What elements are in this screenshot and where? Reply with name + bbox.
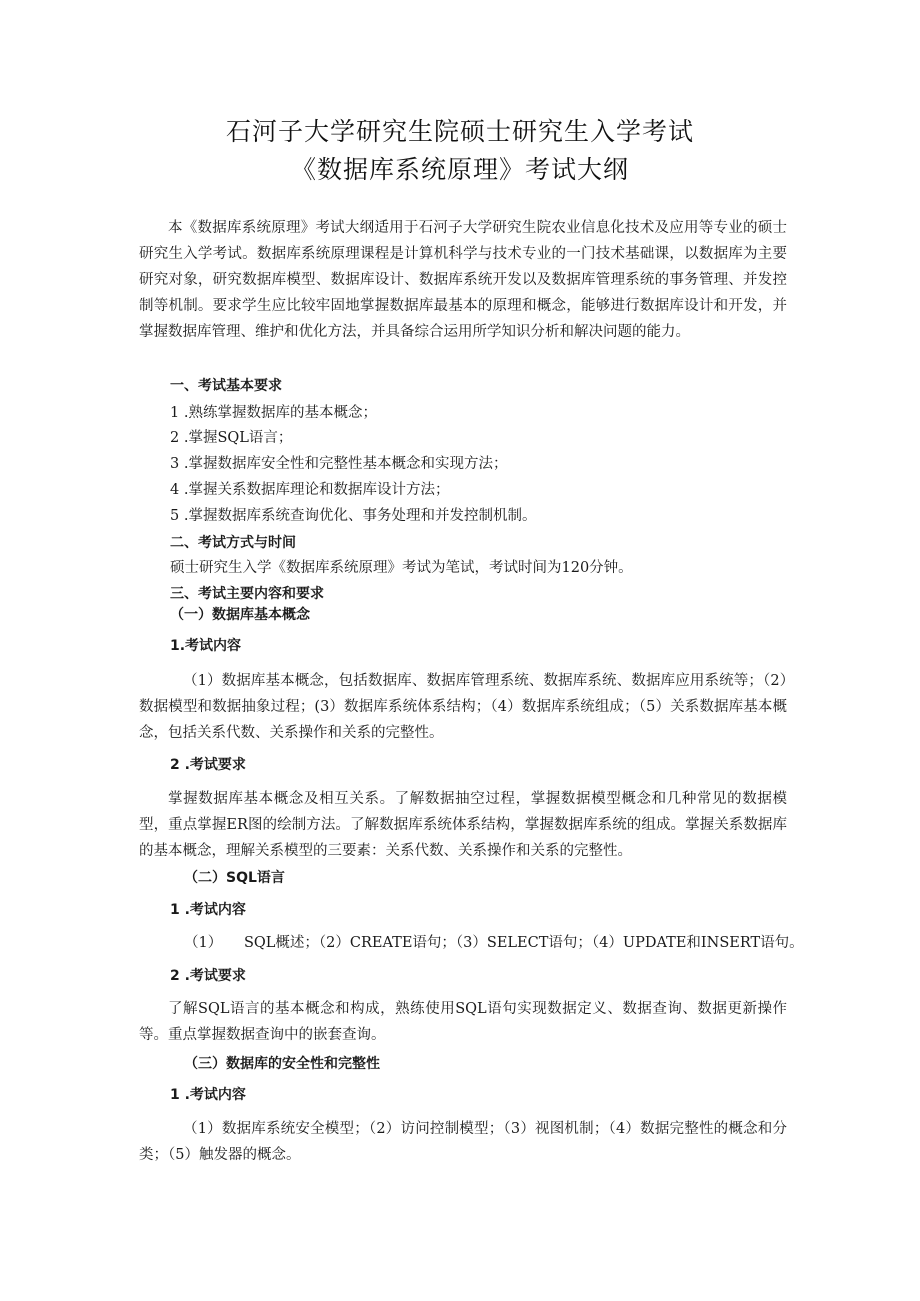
part1-requirement-text: 掌握数据库基本概念及相互关系。了解数据抽空过程，掌握数据模型概念和几种常见的数据模型，重点掌握ER图的绘制方法。了解数据库系统体系结构，掌握数据库系统的组成。掌握关系数据库的基本概念，理解关系模型的三要素：关系代数、关系操作和关系的完整性。 (139, 791, 787, 859)
part1-content-text: （1）数据库基本概念，包括数据库、数据库管理系统、数据库系统、数据库应用系统等；（2）数据模型和数据抽象过程；(3）数据库系统体系结构；（4）数据库系统组成；（5）关系数据库基本概念，包括关系代数、关系操作和关系的完整性。 (139, 673, 787, 741)
part3-heading: （三）数据库的安全性和完整性 (184, 1056, 380, 1072)
part2-requirement-label: 2 .考试要求 (170, 968, 246, 984)
part3-content-text: （1）数据库系统安全模型；（2）访问控制模型；（3）视图机制；（4）数据完整性的概念和分类；（5）触发器的概念。 (139, 1121, 787, 1163)
requirement-item: 3 .掌握数据库安全性和完整性基本概念和实现方法； (170, 456, 508, 472)
section1-heading: 一、考试基本要求 (170, 378, 282, 394)
section2-heading: 二、考试方式与时间 (170, 535, 296, 551)
intro-paragraph: 本《数据库系统原理》考试大纲适用于石河子大学研究生院农业信息化技术及应用等专业的硕士研究生入学考试。数据库系统原理课程是计算机科学与技术专业的一门技术基础课，以数据库为主要研究对象，研究数据库模型、数据库设计、数据库系统开发以及数据库管理系统的事务管理、并发控制等机制。要求学生应比较牢固地掌握数据库最基本的原理和概念，能够进行数据库设计和开发，并掌握数据库管理、维护和优化方法，并具备综合运用所学知识分析和解决问题的能力。 (139, 220, 787, 340)
part2-content-text: （1） SQL概述；（2）CREATE语句；（3）SELECT语句；（4）UPDATE和INSERT语句。 (184, 935, 804, 951)
requirement-item: 5 .掌握数据库系统查询优化、事务处理和并发控制机制。 (170, 508, 537, 524)
requirement-item: 1 .熟练掌握数据库的基本概念； (170, 405, 377, 421)
part2-requirement-text: 了解SQL语言的基本概念和构成，熟练使用SQL语句实现数据定义、数据查询、数据更新操作等。重点掌握数据查询中的嵌套查询。 (139, 1001, 787, 1043)
part1-requirement-label: 2 .考试要求 (170, 757, 246, 773)
part2-heading: （二）SQL语言 (184, 870, 285, 886)
requirement-item: 4 .掌握关系数据库理论和数据库设计方法； (170, 482, 450, 498)
part1-heading: （一）数据库基本概念 (170, 607, 310, 623)
document-title-line1: 石河子大学研究生院硕士研究生入学考试 (225, 117, 694, 146)
part1-content-label: 1.考试内容 (170, 638, 242, 654)
part3-content-label: 1 .考试内容 (170, 1087, 246, 1103)
requirement-item: 2 .掌握SQL语言； (170, 430, 293, 446)
part2-content-label: 1 .考试内容 (170, 902, 246, 918)
section3-heading: 三、考试主要内容和要求 (170, 586, 324, 602)
section2-text: 硕士研究生入学《数据库系统原理》考试为笔试，考试时间为120分钟。 (170, 560, 633, 576)
document-title-line2: 《数据库系统原理》考试大纲 (290, 155, 629, 184)
